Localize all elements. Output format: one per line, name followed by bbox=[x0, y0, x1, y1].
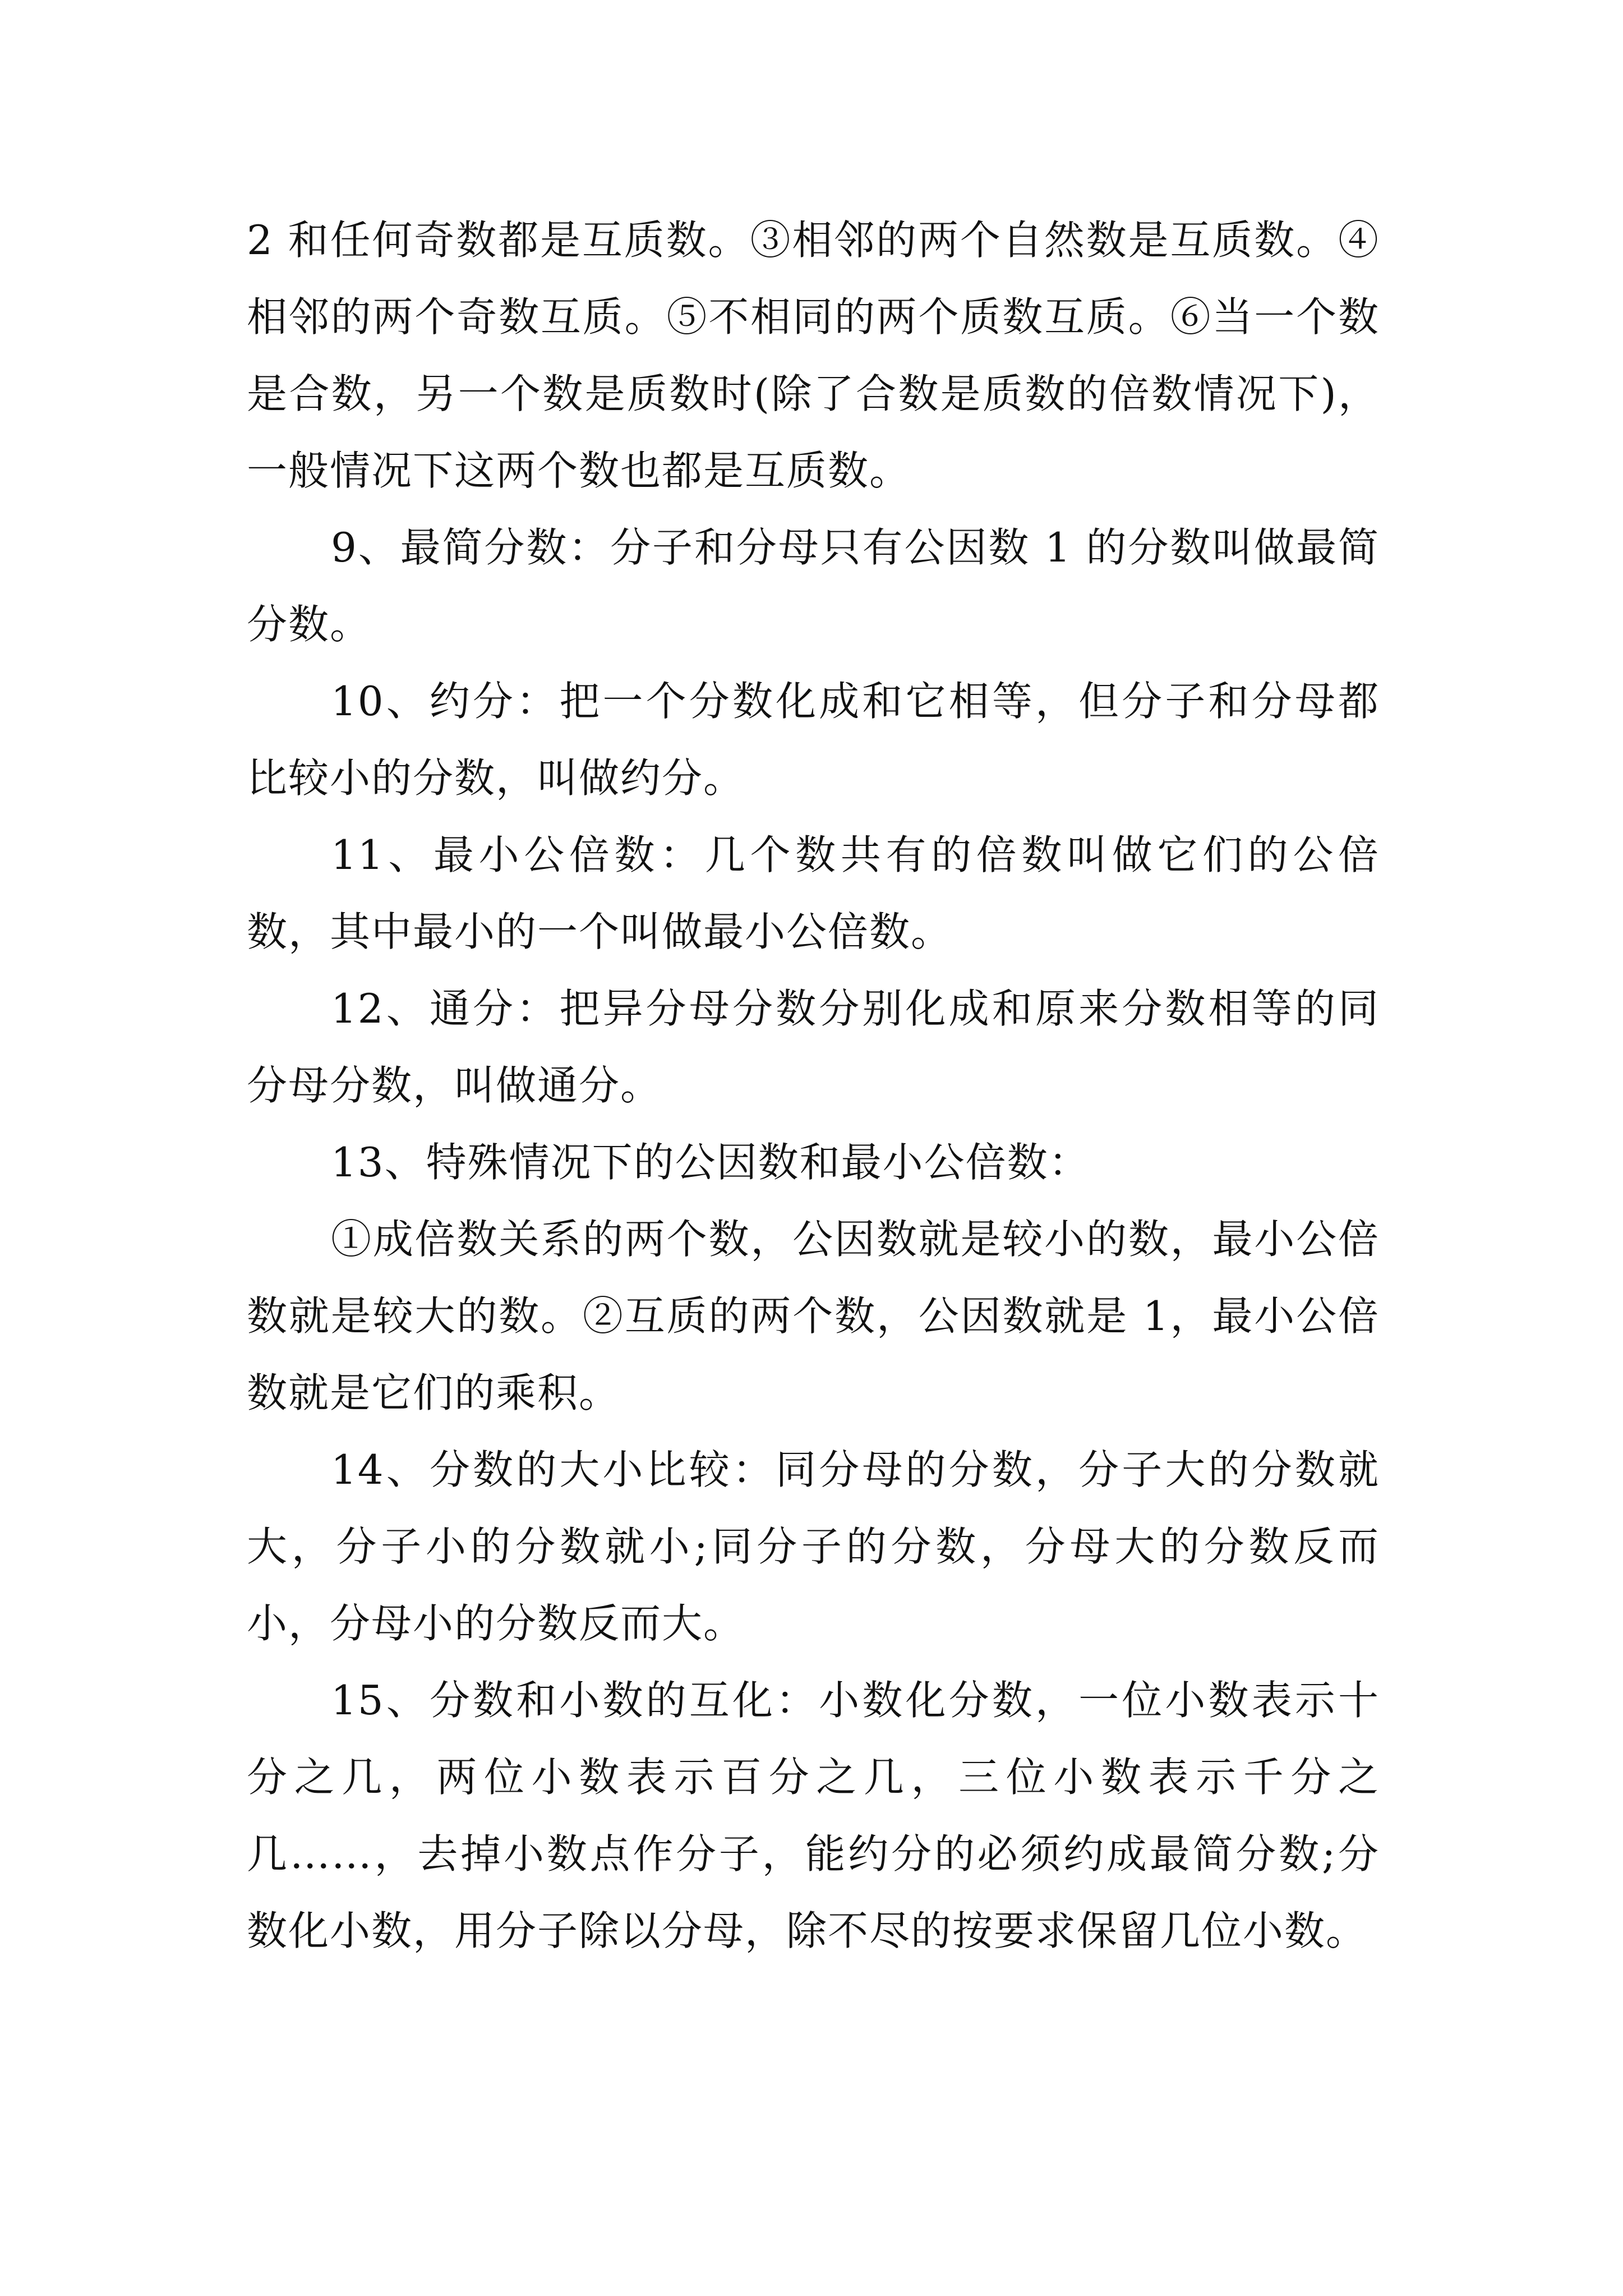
paragraph-fraction-comparison: 14、分数的大小比较：同分母的分数，分子大的分数就大，分子小的分数就小;同分子的分数，分母大的分数反而小，分母小的分数反而大。 bbox=[247, 1446, 1380, 1647]
paragraph-fraction-decimal-conversion: 15、分数和小数的互化：小数化分数，一位小数表示十分之几，两位小数表示百分之几，三位小数表示千分之几……，去掉小数点作分子，能约分的必须约成最简分数;分数化小数，用分子除以分母，除不尽的按要求保留几位小数。 bbox=[247, 1677, 1380, 1954]
paragraph-lcm: 11、最小公倍数：几个数共有的倍数叫做它们的公倍数，其中最小的一个叫做最小公倍数。 bbox=[247, 831, 1380, 955]
paragraph-special-cases: ①成倍数关系的两个数，公因数就是较小的数，最小公倍数就是较大的数。②互质的两个数，公因数就是 1，最小公倍数就是它们的乘积。 bbox=[247, 1216, 1380, 1416]
paragraph-coprime-rules: 2 和任何奇数都是互质数。③相邻的两个自然数是互质数。④相邻的两个奇数互质。⑤不相同的两个质数互质。⑥当一个数是合数，另一个数是质数时(除了合数是质数的倍数情况下)，一般情况下这两个数也都是互质数。 bbox=[247, 217, 1380, 494]
document-body bbox=[247, 202, 1380, 1970]
paragraph-special-cases-heading: 13、特殊情况下的公因数和最小公倍数： bbox=[331, 1139, 1090, 1186]
paragraph-common-denominator: 12、通分：把异分母分数分别化成和原来分数相等的同分母分数，叫做通分。 bbox=[247, 985, 1380, 1109]
paragraph-reduction: 10、约分：把一个分数化成和它相等，但分子和分母都比较小的分数，叫做约分。 bbox=[247, 678, 1380, 802]
paragraph-simplest-fraction: 9、最简分数：分子和分母只有公因数 1 的分数叫做最简分数。 bbox=[247, 524, 1380, 648]
